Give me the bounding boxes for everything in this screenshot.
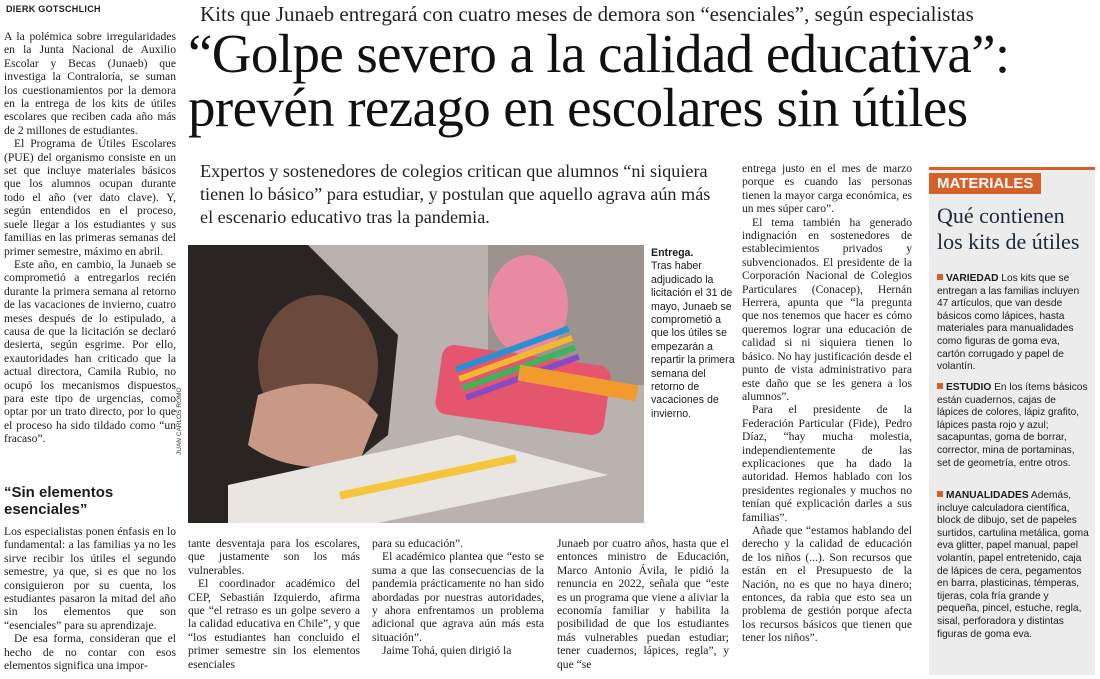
deck: Expertos y sostenedores de colegios critican que alumnos “ni siquiera tienen lo básico” para estudiar, y postulan que aquello agrava aún más el escenario educativo tras la pandemia. [200, 161, 711, 227]
paragraph: El tema también ha generado indignación en sostenedores de establecimientos privados y subvencionados. El presidente de la Corporación Nacional de Colegios Particulares (Conacep), Hernán Herrera, apunta que “la pregunta que nos tenemos que hacer es cómo queremos lograr una educación de calidad si ni siquiera tienen lo básico. No hay justificación desde el punto de vista administrativo para este daño que se les genera a los alumnos”. [742, 215, 912, 403]
sidebar-item-estudio [937, 382, 1089, 470]
column-3 [372, 537, 544, 658]
paragraph: El Programa de Útiles Escolares (PUE) del organismo consiste en un set que incluye materiales básicos que los alumnos ocupan durante todo el año (ver dato clave). Y, según entendidos en el proceso, suele llegar a los estudiantes y sus familias en las primeras semanas del primer semestre, máximo en abril. [4, 137, 176, 258]
sidebar-box [929, 167, 1095, 675]
square-bullet-icon [937, 274, 943, 280]
item-label: VARIEDAD [946, 273, 999, 284]
paragraph: tante desventaja para los escolares, que justamente son los más vulnerables. [188, 537, 360, 577]
column-5 [742, 162, 912, 645]
paragraph: entrega justo en el mes de marzo porque es cuando las personas tienen la mayor carga económica, es un mes súper caro”. [742, 162, 912, 216]
sidebar-item-variedad [937, 273, 1089, 374]
square-bullet-icon [937, 383, 943, 389]
kicker: Kits que Junaeb entregará con cuatro meses de demora son “esenciales”, según especialistas [200, 2, 974, 26]
column-2 [188, 537, 360, 671]
byline: DIERK GOTSCHLICH [6, 4, 101, 14]
photo-illustration [188, 245, 644, 523]
column-1 [4, 30, 176, 446]
paragraph: Jaime Tohá, quien dirigió la [382, 644, 512, 658]
paragraph: El académico plantea que “esto se suma a que las consecuencias de la pandemia prácticamente no han sido abordadas por nuestras autoridades, y ahora enfrentamos un problema adicional que agrava aún más esta situación”. [372, 550, 544, 644]
paragraph: Los especialistas ponen énfasis en lo fundamental: a las familias ya no les sirve recibir los útiles el segundo semestre, ya que, si es que no los consiguieron por su cuenta, los estudiantes pasaron la mitad del año sin los elementos que son “esenciales” para su aprendizaje. [4, 525, 176, 632]
column-4 [557, 537, 729, 671]
paragraph: Añade que “estamos hablando del derecho y la calidad de educación de los niños (...). Son recursos que están en el Presupuesto de la Nación, no es que no haya dinero; entonces, da rabia que esto sea un problema de gestión porque afecta los recursos básicos que tienen que tener los niños”. [742, 523, 912, 645]
paragraph: De esa forma, consideran que el hecho de no contar con esos elementos significa una impor- [4, 632, 176, 673]
caption-label: Entrega. [651, 247, 694, 259]
paragraph: A la polémica sobre irregularidades en la Junta Nacional de Auxilio Escolar y Becas (Junaeb) que investiga la Contraloría, se suman los cuestionamientos por la demora en la entrega de los kits de útiles escolares que reciben cada año más de 2 millones de estudiantes. [4, 30, 176, 137]
subhead: “Sin elementos esenciales” [4, 484, 114, 518]
square-bullet-icon [937, 491, 943, 497]
paragraph: Para el presidente de la Federación Particular (Fide), Pedro Díaz, “hay mucha molestia, independientemente de las explicaciones que ha dado la autoridad. Hemos hablado con los presidentes regionales y muchos no tenían qué explicación darles a sus familias”. [742, 403, 912, 524]
item-label: MANUALIDADES [946, 490, 1029, 501]
paragraph: para su educación”. [372, 537, 464, 550]
sidebar-item-manualidades [937, 490, 1089, 641]
item-text: Los kits que se entregan a las familias incluyen 47 artículos, que van desde básicos como lápices, hasta materiales para manualidades como figuras de goma eva, cartón corrugado y papel de volantín. [937, 273, 1080, 373]
item-text: Además, incluye calculadora científica, block de dibujo, set de papeles surtidos, cartulina metálica, goma eva glitter, papel manual, papel volantín, papel entretenido, caja de lápices de cera, pegamentos en barra, plasticinas, témperas, tijeras, cola fría grande y pequeña, pincel, estuche, regla, sisal, perforadora y distintas figuras de goma eva. [937, 490, 1089, 640]
item-text: En los ítems básicos están cuadernos, cajas de lápices de colores, lápiz grafito, lápices pasta rojo y azul; sacapuntas, goma de borrar, corrector, mina de portaminas, set de geometría, entre otros. [937, 382, 1088, 469]
paragraph: Este año, en cambio, la Junaeb se comprometió a entregarlos recién durante la primera semana al retorno de las vacaciones de invierno, cuatro meses después de lo estipulado, a causa de que la licitación se declaró desierta, según esgrime. Por ello, exautoridades han criticado que la actual directora, Camila Rubio, no ocupó los mecanismos dispuestos para este tipo de urgencias, como optar por un trato directo, por lo que el proceso ha sido tildado como “un fracaso”. [4, 257, 176, 446]
headline: “Golpe severo a la calidad educativa”: prevén rezago en escolares sin útiles [188, 23, 1010, 138]
column-1-continued [4, 525, 176, 672]
paragraph: El coordinador académico del CEP, Sebastián Izquierdo, afirma que “el retraso es un golpe severo a la calidad educativa en Chile”, y que “los estudiantes han concluido el primer semestre sin los elementos esenciales [188, 577, 360, 671]
paragraph: Junaeb por cuatro años, hasta que el entonces ministro de Educación, Marco Antonio Ávila, le pidió la renuncia en 2022, señala que “este es un programa que viene a aliviar la economía familiar y habilita la posibilidad de que los estudiantes más vulnerables puedan estudiar; tener cuadernos, lápices, regla”, y que “se [557, 537, 729, 671]
photo-credit: JUAN CARLOS ROMO [176, 387, 183, 455]
photo-caption [651, 247, 736, 421]
article-photo [188, 245, 644, 523]
sidebar-title: Qué contienen los kits de útiles [937, 203, 1080, 254]
caption-text: Tras haber adjudicado la licitación el 31 de mayo, Junaeb se comprometió a que los útiles se empezarán a repartir la primera semana del retorno de vacaciones de invierno. [651, 260, 735, 420]
item-label: ESTUDIO [946, 382, 992, 393]
sidebar-tag: MATERIALES [929, 173, 1041, 194]
